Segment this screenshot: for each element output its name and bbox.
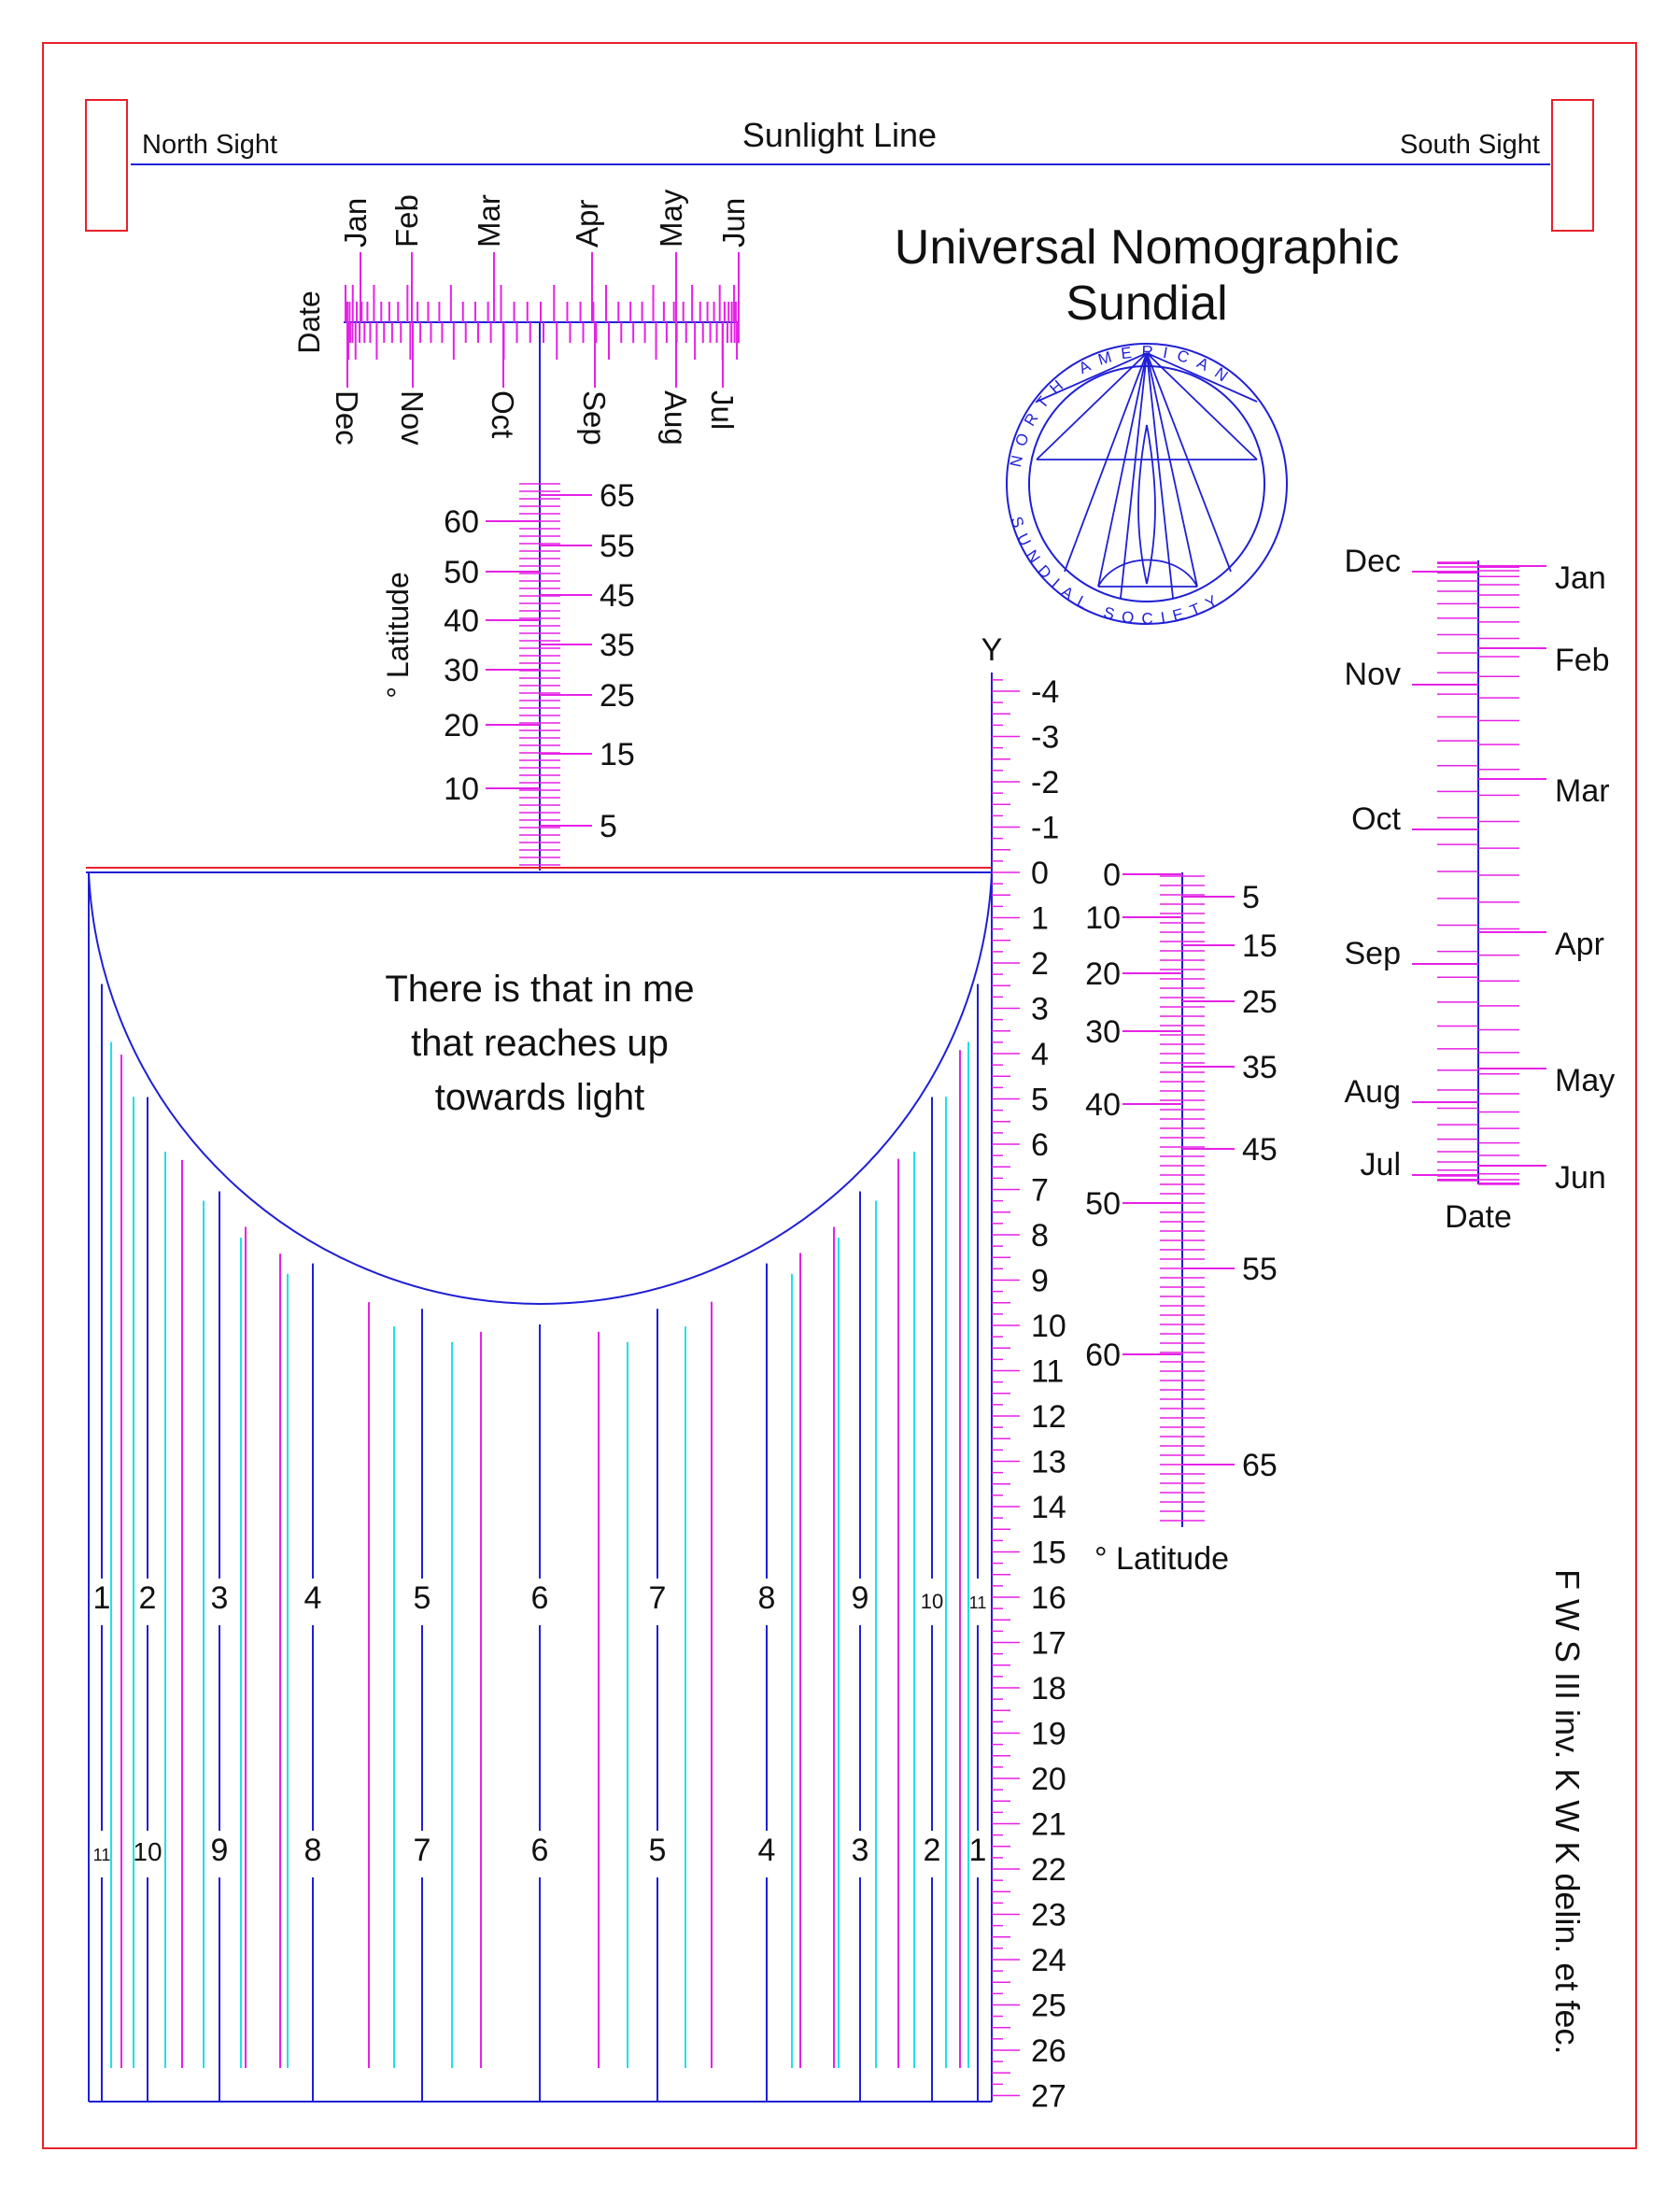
right-latitude-value-right: 25 (1242, 984, 1278, 1020)
y-value: 20 (1031, 1762, 1066, 1797)
top-date-month-upper: Feb (389, 194, 424, 248)
hour-label-upper: 5 (413, 1580, 431, 1616)
right-date-month-left: Sep (1344, 936, 1401, 971)
right-latitude-value-left: 20 (1085, 956, 1121, 992)
top-latitude-axis-label: ° Latitude (381, 572, 415, 699)
right-date-axis-label: Date (1445, 1199, 1512, 1235)
top-latitude-scale (381, 478, 635, 871)
y-value: 7 (1031, 1172, 1049, 1209)
y-value: 13 (1031, 1444, 1066, 1480)
y-value: 15 (1031, 1535, 1066, 1571)
y-value: 14 (1031, 1490, 1066, 1525)
top-date-month-lower: Jul (705, 390, 740, 431)
right-date-month-left: Dec (1344, 544, 1401, 579)
hour-label-upper: 9 (851, 1580, 869, 1616)
top-date-month-lower: Aug (658, 390, 693, 446)
top-latitude-value-left: 20 (444, 708, 479, 743)
y-value: 22 (1031, 1852, 1066, 1888)
y-value: 10 (1031, 1309, 1066, 1344)
hour-label-lower: 9 (210, 1833, 229, 1868)
y-value: 5 (1031, 1082, 1049, 1118)
y-value: 11 (1031, 1353, 1065, 1390)
svg-text:SUNDIAL SOCIETY: SUNDIAL SOCIETY (1007, 514, 1228, 629)
right-date-month-right: Jun (1555, 1160, 1606, 1196)
top-latitude-value-right: 35 (600, 628, 635, 663)
top-date-month-lower: Dec (330, 390, 364, 446)
right-date-month-left: Jul (1360, 1147, 1401, 1182)
hour-label-lower: 4 (757, 1833, 776, 1868)
right-latitude-value-right: 65 (1242, 1448, 1278, 1483)
right-date-scale (1345, 544, 1616, 1235)
right-latitude-value-right: 15 (1242, 928, 1278, 964)
y-value: -3 (1031, 719, 1060, 756)
hour-label-upper: 8 (757, 1580, 776, 1616)
top-latitude-value-right: 5 (600, 809, 617, 844)
y-value: 8 (1031, 1218, 1049, 1253)
y-value: -4 (1031, 674, 1060, 710)
motto-line-3: towards light (434, 1077, 645, 1118)
hour-label-lower: 11 (92, 1846, 111, 1864)
y-value: 3 (1031, 991, 1049, 1027)
top-date-month-lower: Sep (577, 390, 612, 446)
hour-label-lower: 7 (413, 1833, 431, 1868)
y-value: -1 (1031, 810, 1060, 846)
y-value: 26 (1031, 2033, 1066, 2069)
right-date-month-right: Apr (1555, 927, 1604, 962)
top-latitude-value-left: 30 (444, 653, 479, 688)
right-date-month-left: Aug (1344, 1074, 1401, 1110)
top-date-month-upper: May (654, 189, 688, 248)
motto-line-1: There is that in me (385, 969, 695, 1010)
right-date-month-right: Mar (1555, 773, 1610, 809)
y-value: 16 (1031, 1580, 1066, 1616)
top-date-month-lower: Nov (395, 390, 430, 446)
hour-label-upper: 2 (138, 1580, 157, 1616)
right-date-month-right: Jan (1555, 560, 1606, 596)
y-value: 17 (1031, 1625, 1066, 1662)
y-axis-label: Y (981, 632, 1003, 668)
right-latitude-value-left: 60 (1085, 1338, 1121, 1373)
right-latitude-value-right: 35 (1242, 1050, 1278, 1085)
y-scale (981, 632, 1066, 2115)
motto-line-2: that reaches up (411, 1023, 669, 1064)
north-sight-box (86, 100, 127, 231)
south-sight-label: South Sight (1400, 130, 1540, 160)
top-latitude-value-left: 10 (444, 772, 479, 807)
top-date-month-upper: Jan (338, 197, 373, 248)
right-date-month-left: Nov (1344, 657, 1401, 692)
right-date-month-right: May (1555, 1063, 1616, 1098)
top-date-month-upper: Apr (570, 199, 604, 248)
right-date-month-right: Feb (1555, 643, 1610, 678)
hour-label-upper: 3 (210, 1580, 229, 1616)
svg-text:NORTH AMERICAN: NORTH AMERICAN (1006, 342, 1239, 469)
top-date-month-lower: Oct (486, 390, 520, 439)
top-date-axis-label: Date (292, 290, 326, 354)
credit-text: F W S III inv. K W K delin. et fec. (1548, 1569, 1587, 2055)
right-latitude-value-left: 10 (1085, 900, 1121, 936)
right-latitude-value-right: 55 (1242, 1252, 1278, 1287)
top-latitude-value-left: 50 (444, 555, 479, 590)
right-latitude-value-left: 40 (1085, 1087, 1121, 1123)
y-value: 2 (1031, 946, 1049, 982)
y-value: 21 (1031, 1806, 1066, 1843)
y-value: 19 (1031, 1716, 1066, 1752)
y-value: 12 (1031, 1399, 1066, 1435)
top-latitude-value-right: 55 (600, 529, 635, 564)
north-sight-label: North Sight (142, 130, 278, 160)
right-latitude-scale (1085, 857, 1278, 1577)
logo-ray (1147, 353, 1197, 587)
top-latitude-value-right: 25 (600, 678, 635, 714)
south-sight-box (1552, 100, 1593, 231)
logo-ray (1147, 353, 1231, 572)
y-value: 25 (1031, 1988, 1066, 2024)
logo-ray (1098, 353, 1147, 587)
title-line-2: Sundial (1066, 276, 1228, 331)
hour-label-upper: 11 (968, 1593, 987, 1612)
right-date-month-left: Oct (1351, 801, 1401, 837)
hour-label-lower: 2 (923, 1833, 941, 1868)
hour-label-lower: 10 (133, 1837, 162, 1866)
hour-label-lower: 5 (648, 1833, 667, 1868)
top-date-month-upper: Jun (716, 197, 751, 248)
hour-label-lower: 8 (304, 1833, 322, 1868)
y-value: -2 (1031, 765, 1060, 800)
nass-logo (1007, 343, 1287, 629)
top-latitude-value-right: 15 (600, 737, 635, 772)
right-latitude-value-left: 0 (1103, 857, 1121, 893)
top-date-scale (292, 189, 751, 482)
y-value: 6 (1031, 1127, 1049, 1163)
top-date-month-upper: Mar (472, 194, 506, 248)
right-latitude-value-right: 5 (1242, 880, 1260, 915)
hour-label-lower: 3 (851, 1833, 869, 1868)
hour-label-upper: 4 (304, 1580, 322, 1616)
top-latitude-value-left: 40 (444, 603, 479, 639)
y-value: 4 (1031, 1037, 1049, 1072)
hour-label-upper: 7 (648, 1580, 667, 1616)
top-latitude-value-right: 45 (600, 578, 635, 614)
y-value: 23 (1031, 1897, 1066, 1933)
y-value: 0 (1031, 856, 1049, 891)
right-latitude-value-left: 30 (1085, 1014, 1121, 1050)
right-latitude-axis-label: ° Latitude (1094, 1541, 1230, 1577)
hour-label-lower: 6 (530, 1833, 549, 1868)
title-line-1: Universal Nomographic (894, 220, 1400, 275)
hour-label-upper: 10 (920, 1590, 944, 1613)
right-latitude-value-left: 50 (1085, 1186, 1121, 1222)
y-value: 24 (1031, 1943, 1066, 1978)
sunlight-line-label: Sunlight Line (741, 116, 938, 154)
right-latitude-value-right: 45 (1242, 1132, 1278, 1168)
hour-label-lower: 1 (968, 1833, 987, 1868)
y-value: 18 (1031, 1671, 1066, 1706)
hour-label-upper: 6 (530, 1580, 549, 1616)
y-value: 27 (1031, 2078, 1066, 2115)
y-value: 9 (1031, 1263, 1049, 1299)
y-value: 1 (1031, 900, 1049, 937)
top-latitude-value-left: 60 (444, 504, 479, 540)
hour-label-upper: 1 (92, 1580, 111, 1616)
top-latitude-value-right: 65 (600, 478, 635, 514)
